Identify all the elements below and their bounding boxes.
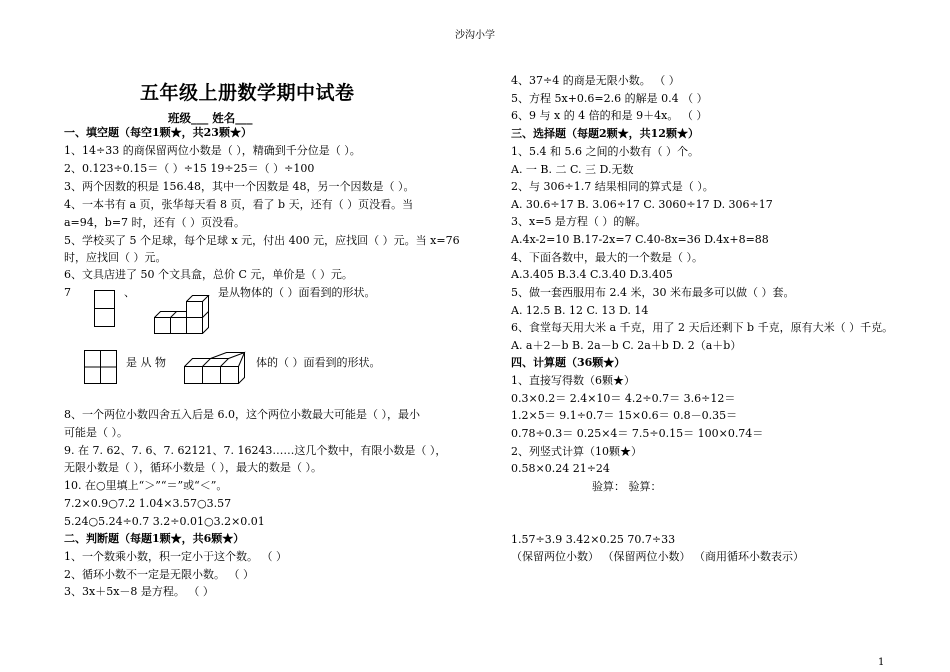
calculation-row: 0.3×0.2＝ 2.4×10＝ 4.2÷0.7＝ 3.6÷12＝ [511, 392, 736, 405]
question-text: 1、14÷33 的商保留两位小数是（ ），精确到千分位是（ ）。 [64, 144, 361, 157]
page-header: 沙沟小学 [455, 30, 495, 41]
calculation-row: 0.78÷0.3＝ 0.25×4＝ 7.5÷0.15＝ 100×0.74＝ [511, 427, 764, 440]
class-name-line: 班级___ 姓名___ [168, 111, 253, 125]
question-text: 2、循环小数不一定是无限小数。 （ ） [64, 568, 254, 581]
question-text: 是从物体的（ ）面看到的形状。 [218, 286, 376, 299]
calculation-row: 1.57÷3.9 3.42×0.25 70.7÷33 [511, 533, 676, 546]
calculation-row: 0.58×0.24 21÷24 [511, 462, 610, 475]
four-square-view-figure [84, 350, 118, 386]
section-fill-blank-heading: 一、填空题（每空1颗★，共23颗★） [64, 126, 252, 139]
question-text: 1、一个数乘小数，积一定小于这个数。 （ ） [64, 550, 287, 563]
two-square-view-figure [94, 290, 116, 330]
question-text: 可能是（ ）。 [64, 426, 128, 439]
question-text: 2、与 306÷1.7 结果相同的算式是（ ）。 [511, 180, 714, 193]
answer-options: A. a＋2－b B. 2a－b C. 2a＋b D. 2（a＋b） [511, 339, 742, 352]
question-text: 6、文具店进了 50 个文具盒，总价 C 元，单价是（ ）元。 [64, 268, 353, 281]
answer-options: A. 30.6÷17 B. 3.06÷17 C. 3060÷17 D. 306÷17 [511, 198, 773, 211]
cube-row-figure [184, 352, 246, 386]
answer-options: A. 12.5 B. 12 C. 13 D. 14 [511, 304, 649, 317]
question-text: 5、学校买了 5 个足球，每个足球 x 元，付出 400 元，应找回（ ）元。当 x=76 [64, 234, 460, 247]
question-text: 3、3x＋5x－8 是方程。 （ ） [64, 585, 214, 598]
question-text: 5.24○5.24÷0.7 3.2÷0.01○3.2×0.01 [64, 515, 265, 528]
question-text: 时，应找回（ ）元。 [64, 251, 167, 264]
question-text: 3、两个因数的积是 156.48，其中一个因数是 48，另一个因数是（ ）。 [64, 180, 415, 193]
question-text: 4、一本书有 a 页，张华每天看 8 页，看了 b 天，还有（ ）页没看。当 [64, 198, 414, 211]
question-text: 6、食堂每天用大米 a 千克，用了 2 天后还剩下 b 千克，原有大米（ ）千克。 [511, 321, 894, 334]
question-number: 7 [64, 286, 71, 299]
question-text: 5、方程 5x+0.6=2.6 的解是 0.4 （ ） [511, 92, 708, 105]
answer-options: A.4x-2=10 B.17-2x=7 C.40-8x=36 D.4x+8=88 [511, 233, 769, 246]
question-text: 无限小数是（ ），循环小数是（ ），最大的数是（ ）。 [64, 461, 322, 474]
question-text: 4、37÷4 的商是无限小数。 （ ） [511, 74, 680, 87]
calculation-notes: （保留两位小数） （保留两位小数） （商用循环小数表示） [511, 550, 804, 563]
question-text: 6、9 与 x 的 4 倍的和是 9＋4x。 （ ） [511, 109, 708, 122]
verification-labels: 验算： 验算： [592, 480, 662, 493]
question-text: 2、0.123÷0.15＝（ ）÷15 19÷25＝（ ）÷100 [64, 162, 315, 175]
question-text: 1、5.4 和 5.6 之间的小数有（ ）个。 [511, 145, 699, 158]
question-text: 5、做一套西服用布 2.4 米，30 米布最多可以做（ ）套。 [511, 286, 795, 299]
question-text: 是 从 物 [126, 356, 166, 369]
calculation-row: 1.2×5＝ 9.1÷0.7＝ 15×0.6＝ 0.8－0.35＝ [511, 409, 738, 422]
question-text: 8、一个两位小数四舍五入后是 6.0，这个两位小数最大可能是（ ），最小 [64, 408, 420, 421]
page-number: 1 [878, 657, 885, 668]
question-text: 4、下面各数中，最大的一个数是（ ）。 [511, 251, 703, 264]
section-calculation-heading: 四、计算题（36颗★） [511, 356, 626, 369]
question-text: 9. 在 7. 62、7. 6、7. 62121、7. 16243……这几个数中，有限小数是（ ）， [64, 444, 447, 457]
answer-options: A. 一 B. 二 C. 三 D.无数 [511, 163, 634, 176]
exam-title: 五年级上册数学期中试卷 [140, 82, 355, 104]
answer-options: A.3.405 B.3.4 C.3.40 D.3.405 [511, 268, 673, 281]
question-text: 3、x=5 是方程（ ）的解。 [511, 215, 647, 228]
section-choice-heading: 三、选择题（每题2颗★，共12颗★） [511, 127, 699, 140]
question-text: 7.2×0.9○7.2 1.04×3.57○3.57 [64, 497, 232, 510]
subsection-heading: 1、直接写得数（6颗★） [511, 374, 635, 387]
cube-stack-figure [154, 297, 210, 339]
subsection-heading: 2、列竖式计算（10颗★） [511, 445, 642, 458]
question-text: 体的（ ）面看到的形状。 [256, 356, 381, 369]
section-true-false-heading: 二、判断题（每题1颗★，共6颗★） [64, 532, 245, 545]
separator: 、 [124, 286, 135, 299]
question-text: 10. 在○里填上“＞”“＝”或“＜”。 [64, 479, 228, 492]
question-text: a=94，b=7 时，还有（ ）页没看。 [64, 216, 246, 229]
